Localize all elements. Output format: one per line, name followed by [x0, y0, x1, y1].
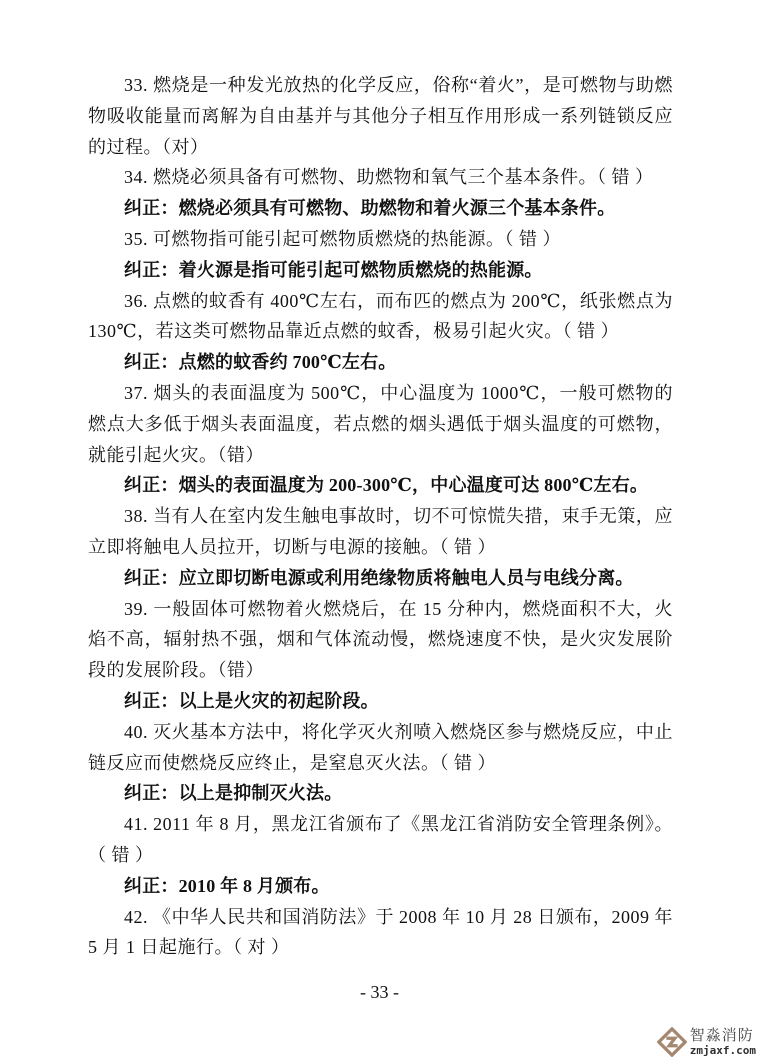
- question-paragraph: 39. 一般固体可燃物着火燃烧后，在 15 分种内，燃烧面积不大，火焰不高，辐射热不强，烟和气体流动慢，燃烧速度不快，是火灾发展阶段的发展阶段。（错）: [88, 598, 673, 681]
- watermark-text: [690, 1028, 756, 1056]
- question-paragraph: 41. 2011 年 8 月，黑龙江省颁布了《黑龙江省消防安全管理条例》。（ 错 ）: [88, 814, 673, 865]
- question-paragraph: 33. 燃烧是一种发光放热的化学反应，俗称“着火”，是可燃物与助燃物吸收能量而离解为自由基并与其他分子相互作用形成一系列链锁反应的过程。（对）: [88, 75, 673, 157]
- watermark: [657, 1027, 756, 1057]
- question-paragraph: 40. 灭火基本方法中，将化学灭火剂喷入燃烧区参与燃烧反应，中止链反应而使燃烧反应终止，是窒息灭火法。（ 错 ）: [88, 721, 673, 773]
- page-number: - 33 -: [360, 982, 399, 1002]
- question-paragraph: 37. 烟头的表面温度为 500℃，中心温度为 1000℃，一般可燃物的燃点大多低于烟头表面温度，若点燃的烟头遇低于烟头温度的可燃物，就能引起火灾。（错）: [88, 382, 673, 465]
- correction-paragraph: 纠正：点燃的蚊香约 700℃左右。: [124, 352, 397, 373]
- correction-paragraph: 纠正：以上是抑制灭火法。: [124, 783, 343, 804]
- correction-paragraph: 纠正：以上是火灾的初起阶段。: [124, 690, 379, 711]
- question-paragraph: 38. 当有人在室内发生触电事故时，切不可惊慌失措，束手无策，应立即将触电人员拉开，切断与电源的接触。（ 错 ）: [88, 506, 673, 557]
- watermark-brand-name: 智淼消防: [689, 1027, 754, 1044]
- correction-paragraph: 纠正：燃烧必须具有可燃物、助燃物和着火源三个基本条件。: [124, 198, 616, 219]
- question-paragraph: 36. 点燃的蚊香有 400℃左右，而布匹的燃点为 200℃，纸张燃点为 130℃，若这类可燃物品靠近点燃的蚊香，极易引起火灾。（ 错 ）: [88, 290, 673, 342]
- correction-paragraph: 纠正：2010 年 8 月颁布。: [124, 875, 330, 896]
- question-paragraph: 35. 可燃物指可能引起可燃物质燃烧的热能源。（ 错 ）: [124, 228, 561, 249]
- question-paragraph: 34. 燃烧必须具备有可燃物、助燃物和氧气三个基本条件。（ 错 ）: [124, 167, 654, 188]
- zhimiao-logo-icon: [657, 1027, 687, 1057]
- correction-paragraph: 纠正：着火源是指可能引起可燃物质燃烧的热能源。: [124, 259, 543, 280]
- logo-z-shape: [666, 1038, 677, 1046]
- watermark-domain: zmjaxf.com: [689, 1044, 756, 1057]
- correction-paragraph: 纠正：烟头的表面温度为 200-300℃，中心温度可达 800℃左右。: [124, 475, 649, 496]
- question-paragraph: 42. 《中华人民共和国消防法》于 2008 年 10 月 28 日颁布，2009 年 5 月 1 日起施行。（ 对 ）: [88, 906, 673, 958]
- question-list: [88, 70, 673, 963]
- correction-paragraph: 纠正：应立即切断电源或利用绝缘物质将触电人员与电线分离。: [124, 567, 634, 588]
